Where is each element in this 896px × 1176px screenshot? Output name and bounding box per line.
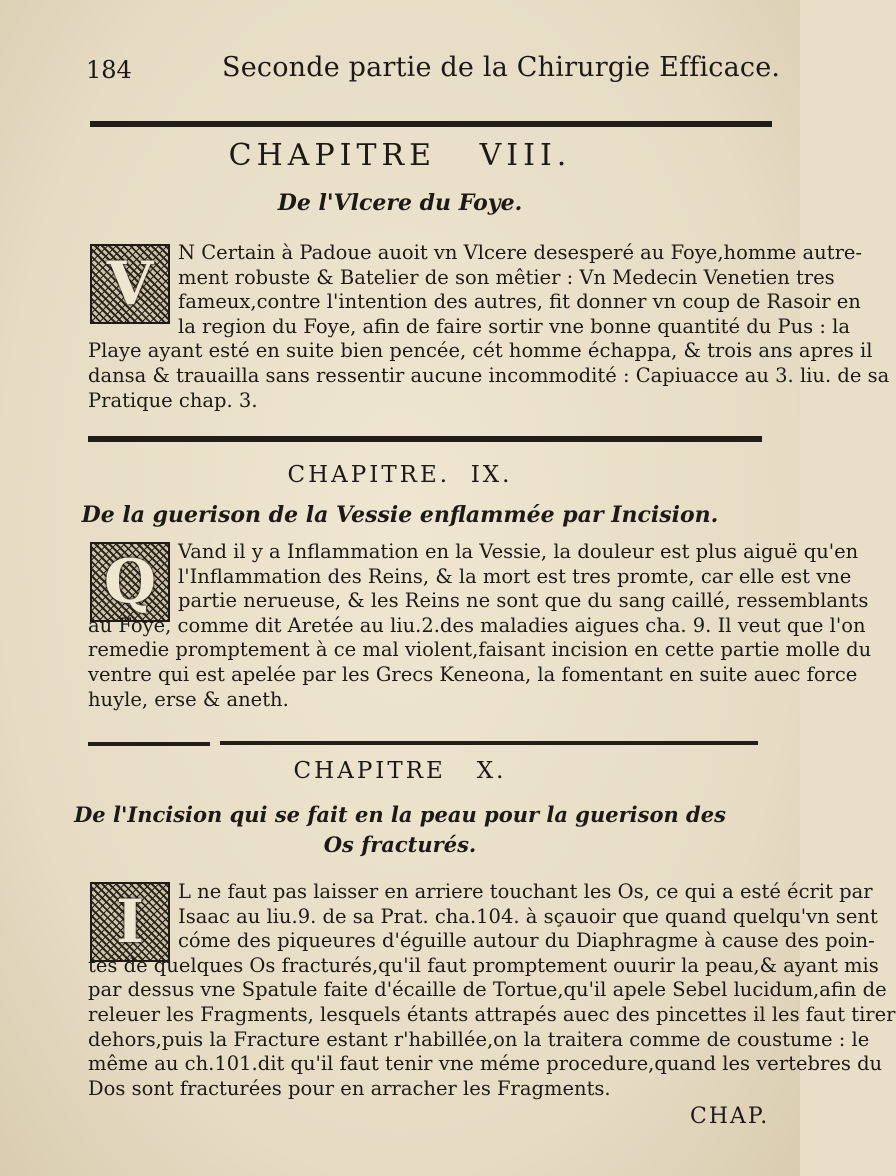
chapter-title-ix: CHAPITRE. IX.	[287, 462, 513, 488]
text-line: Isaac au liu.9. de sa Prat. cha.104. à sçauoir que quand quelqu'vn sent	[178, 904, 878, 928]
drop-cap-letter: Q	[103, 547, 157, 617]
text-line: même au ch.101.dit qu'il faut tenir vne méme procedure,quand les vertebres du	[88, 1052, 883, 1076]
text-line: ment robuste & Batelier de son mêtier : Vn Medecin Venetien tres	[178, 265, 835, 289]
text-line: par dessus vne Spatule faite d'écaille de Tortue,qu'il apele Sebel lucidum,afin de	[88, 978, 887, 1002]
text-line: cóme des piqueures d'éguille autour du Diaphragme à cause des poin-	[178, 929, 875, 953]
catchword: CHAP.	[690, 1104, 770, 1129]
text-line: dansa & trauailla sans ressentir aucune incommodité : Capiuacce au 3. liu. de sa	[88, 363, 890, 387]
text-line: N Certain à Padoue auoit vn Vlcere desesperé au Foye,homme autre-	[178, 241, 863, 264]
text-line: L ne faut pas laisser en arriere touchant les Os, ce qui a esté écrit par	[178, 880, 873, 903]
drop-cap-letter: I	[115, 887, 145, 957]
divider-rule	[90, 121, 772, 127]
drop-cap-letter: V	[106, 249, 154, 319]
chapter-title-viii: CHAPITRE VIII.	[228, 138, 572, 173]
text-line: partie nerueuse, & les Reins ne sont que du sang caillé, ressemblants	[178, 589, 869, 613]
chapter-subtitle-ix: De la guerison de la Vessie enflammée par Incision.	[81, 502, 719, 528]
text-line: remedie promptement à ce mal violent,faisant incision en cette partie molle du	[88, 638, 872, 662]
divider-rule	[88, 436, 762, 442]
text-line: Vand il y a Inflammation en la Vessie, la douleur est plus aiguë qu'en	[178, 540, 859, 563]
running-title: Seconde partie de la Chirurgie Efficace.	[222, 52, 781, 83]
text-line: l'Inflammation des Reins, & la mort est tres promte, car elle est vne	[178, 564, 852, 588]
text-line: Playe ayant esté en suite bien pencée, cét homme échappa, & trois ans apres il	[88, 339, 873, 363]
text-line: tes de quelques Os fracturés,qu'il faut promptement ouurir la peau,& ayant mis	[88, 953, 879, 977]
text-line: la region du Foye, afin de faire sortir vne bonne quantité du Pus : la	[178, 314, 850, 338]
text-line: dehors,puis la Fracture estant r'habillée,on la traitera comme de coustume : le	[88, 1027, 870, 1051]
chapter-title-x: CHAPITRE X.	[293, 758, 507, 784]
chapter-subtitle-x-line-1: De l'Incision qui se fait en la peau pour la guerison des	[74, 802, 726, 827]
text-line: releuer les Fragments, lesquels étants attrapés auec des pincettes il les faut tirer	[88, 1002, 896, 1026]
text-line: fameux,contre l'intention des autres, fit donner vn coup de Rasoir en	[178, 290, 861, 314]
text-line: ventre qui est apelée par les Grecs Keneona, la fomentant en suite auec force	[88, 662, 858, 686]
divider-rule	[88, 742, 210, 746]
text-line: huyle, erse & aneth.	[88, 687, 289, 711]
text-line: Pratique chap. 3.	[88, 388, 258, 412]
chapter-subtitle-viii: De l'Vlcere du Foye.	[277, 190, 523, 216]
chapter-text-viii	[88, 241, 890, 413]
chapter-text-x	[88, 880, 896, 1101]
divider-rule	[220, 741, 758, 745]
page-number: 184	[86, 56, 132, 84]
chapter-text-ix	[88, 540, 872, 712]
text-line: au Foye, comme dit Aretée au liu.2.des maladies aigues cha. 9. Il veut que l'on	[88, 613, 866, 637]
chapter-subtitle-x-line-2: Os fracturés.	[323, 832, 477, 857]
text-line: Dos sont fracturées pour en arracher les Fragments.	[88, 1076, 611, 1100]
